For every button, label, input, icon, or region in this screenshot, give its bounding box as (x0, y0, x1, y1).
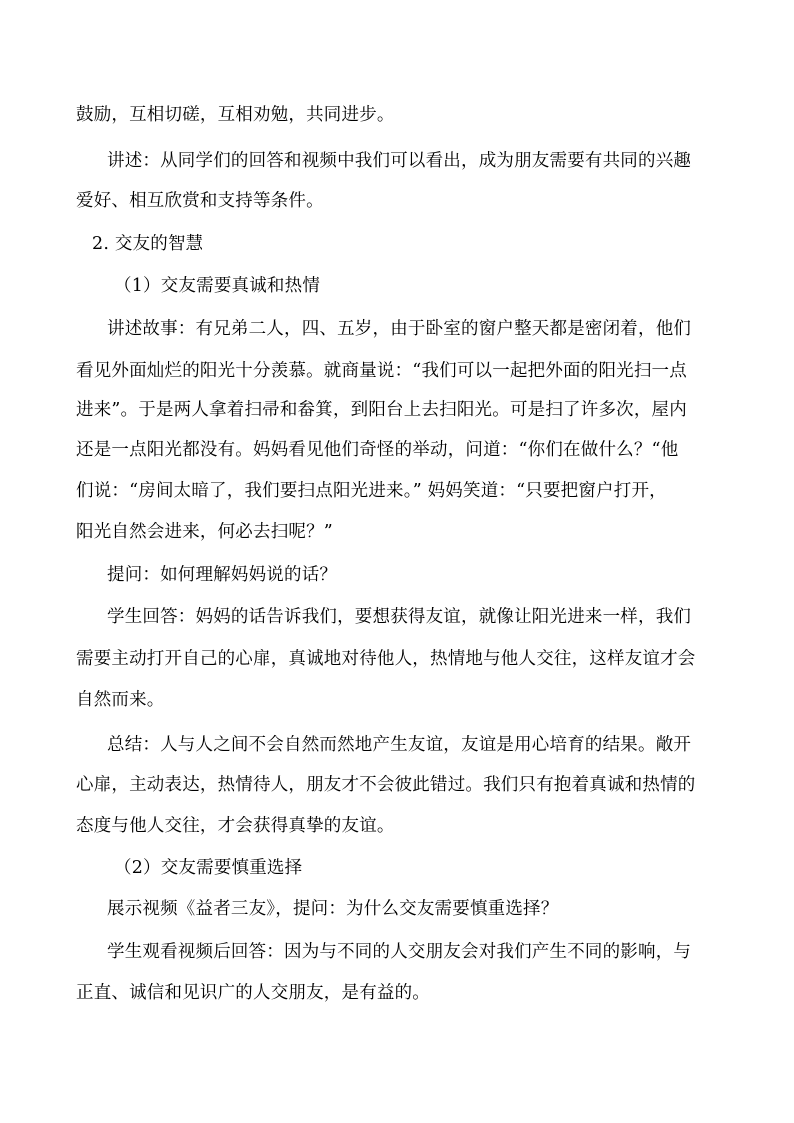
section-heading: 2. 交友的智慧 (92, 234, 204, 254)
paragraph-line: 展示视频《益者三友》，提问：为什么交友需要慎重选择？ (107, 899, 559, 919)
paragraph-line: 看见外面灿烂的阳光十分羡慕。就商量说：“我们可以一起把外面的阳光扫一点 (76, 361, 687, 381)
subsection-heading: （1）交友需要真诚和热情 (114, 276, 321, 296)
paragraph-line: 学生观看视频后回答：因为与不同的人交朋友会对我们产生不同的影响，与 (107, 942, 692, 962)
subsection-heading: （2）交友需要慎重选择 (114, 858, 303, 878)
paragraph-line: 需要主动打开自己的心扉，真诚地对待他人，热情地与他人交往，这样友谊才会 (76, 649, 696, 669)
paragraph-line: 鼓励，互相切磋，互相劝勉，共同进步。 (76, 105, 395, 125)
paragraph-line: 正直、诚信和见识广的人交朋友，是有益的。 (76, 983, 430, 1003)
paragraph-line: 自然而来。 (76, 690, 165, 710)
paragraph-line: 学生回答：妈妈的话告诉我们，要想获得友谊，就像让阳光进来一样，我们 (107, 607, 692, 627)
paragraph-line: 讲述：从同学们的回答和视频中我们可以看出，成为朋友需要有共同的兴趣 (107, 151, 692, 171)
paragraph-line: 提问：如何理解妈妈说的话？ (107, 565, 338, 585)
paragraph-line: 阳光自然会进来，何必去扫呢？” (76, 522, 333, 542)
paragraph-line: 们说：“房间太暗了，我们要扫点阳光进来。” 妈妈笑道：“只要把窗户打开， (76, 481, 667, 501)
paragraph-line: 心扉，主动表达，热情待人，朋友才不会彼此错过。我们只有抱着真诚和热情的 (76, 775, 696, 795)
paragraph-line: 进来”。于是两人拿着扫帚和畚箕，到阳台上去扫阳光。可是扫了许多次，屋内 (76, 400, 687, 420)
paragraph-line: 总结：人与人之间不会自然而然地产生友谊，友谊是用心培育的结果。敞开 (107, 735, 692, 755)
paragraph-line: 爱好、相互欣赏和支持等条件。 (76, 191, 324, 211)
paragraph-line: 态度与他人交往，才会获得真挚的友谊。 (76, 816, 395, 836)
paragraph-line: 还是一点阳光都没有。妈妈看见他们奇怪的举动，问道：“你们在做什么？“他 (76, 440, 679, 460)
paragraph-line: 讲述故事：有兄弟二人，四、五岁，由于卧室的窗户整天都是密闭着，他们 (107, 319, 692, 339)
